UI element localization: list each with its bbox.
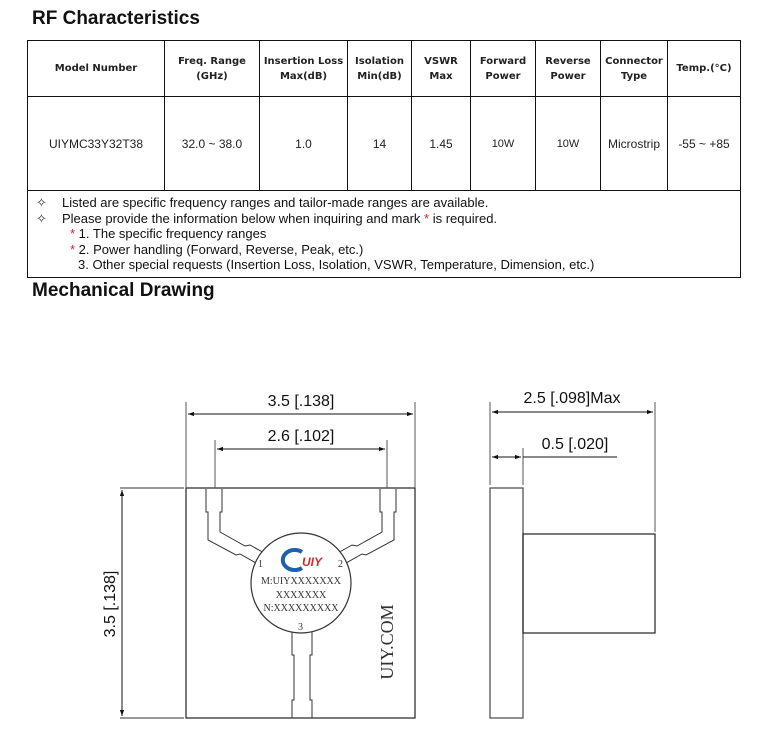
- marking-line-2: XXXXXXX: [275, 590, 327, 601]
- cell-isolation: 14: [348, 97, 412, 191]
- note-item-1: * 1. The specific frequency ranges: [70, 226, 267, 241]
- required-star: *: [70, 226, 76, 241]
- cell-insertion-loss: 1.0: [260, 97, 348, 191]
- header-freq-range: Freq. Range (GHz): [165, 41, 260, 97]
- note-line-2: ✧ Please provide the information below when inquiring and mark * is required.: [36, 210, 498, 226]
- mechanical-drawing-title: Mechanical Drawing: [32, 280, 215, 301]
- marking-model: M:UIYXXXXXXX: [261, 576, 341, 587]
- cell-temp: -55 ~ +85: [668, 97, 741, 191]
- table-header-row: [28, 41, 741, 97]
- cell-vswr: 1.45: [412, 97, 471, 191]
- mechanical-drawing: [0, 300, 764, 743]
- header-connector-type: Connector Type: [601, 41, 668, 97]
- website-marking: UIY.COM: [377, 604, 397, 680]
- port-2-label: 2: [338, 559, 343, 570]
- dim-overall-height: 3.5 [.138]: [102, 570, 119, 638]
- dim-overall-width: 3.5 [.138]: [267, 393, 335, 410]
- top-view: [102, 393, 415, 718]
- required-star: *: [70, 241, 76, 257]
- cell-model-number: UIYMC33Y32T38: [28, 97, 165, 191]
- table-row: [28, 97, 741, 191]
- header-model-number: Model Number: [28, 41, 165, 97]
- required-star: *: [424, 210, 430, 226]
- header-forward-power: Forward Power: [471, 41, 536, 97]
- header-temp: Temp.(°C): [668, 41, 741, 97]
- note-item-2: * 2. Power handling (Forward, Reverse, Peak, etc.): [70, 241, 364, 257]
- cell-connector-type: Microstrip: [601, 97, 668, 191]
- rf-characteristics-title: RF Characteristics: [32, 8, 200, 29]
- dim-port-spacing: 2.6 [.102]: [267, 428, 335, 445]
- dim-max-thickness: 2.5 [.098]Max: [523, 390, 621, 407]
- svg-text:UIY: UIY: [302, 555, 323, 569]
- notes-row: [28, 191, 741, 278]
- note-line-1: ✧ Listed are specific frequency ranges and tailor-made ranges are available.: [36, 195, 489, 210]
- marking-serial: N:XXXXXXXXX: [263, 603, 339, 614]
- side-view: [490, 390, 655, 718]
- notes-cell: [28, 191, 741, 278]
- diamond-bullet-icon: ✧: [36, 195, 47, 210]
- cell-reverse-power: 10W: [536, 97, 601, 191]
- diamond-bullet-icon: ✧: [36, 210, 47, 226]
- header-reverse-power: Reverse Power: [536, 41, 601, 97]
- port-3-label: 3: [298, 622, 303, 633]
- header-isolation: Isolation Min(dB): [348, 41, 412, 97]
- rf-characteristics-table: [27, 40, 741, 278]
- port-1-label: 1: [258, 559, 263, 570]
- dim-substrate-thickness: 0.5 [.020]: [541, 436, 609, 453]
- note-item-3: 3. Other special requests (Insertion Loss, Isolation, VSWR, Temperature, Dimension, etc.): [78, 257, 595, 272]
- header-vswr: VSWR Max: [412, 41, 471, 97]
- cell-freq-range: 32.0 ~ 38.0: [165, 97, 260, 191]
- cell-forward-power: 10W: [471, 97, 536, 191]
- header-insertion-loss: Insertion Loss Max(dB): [260, 41, 348, 97]
